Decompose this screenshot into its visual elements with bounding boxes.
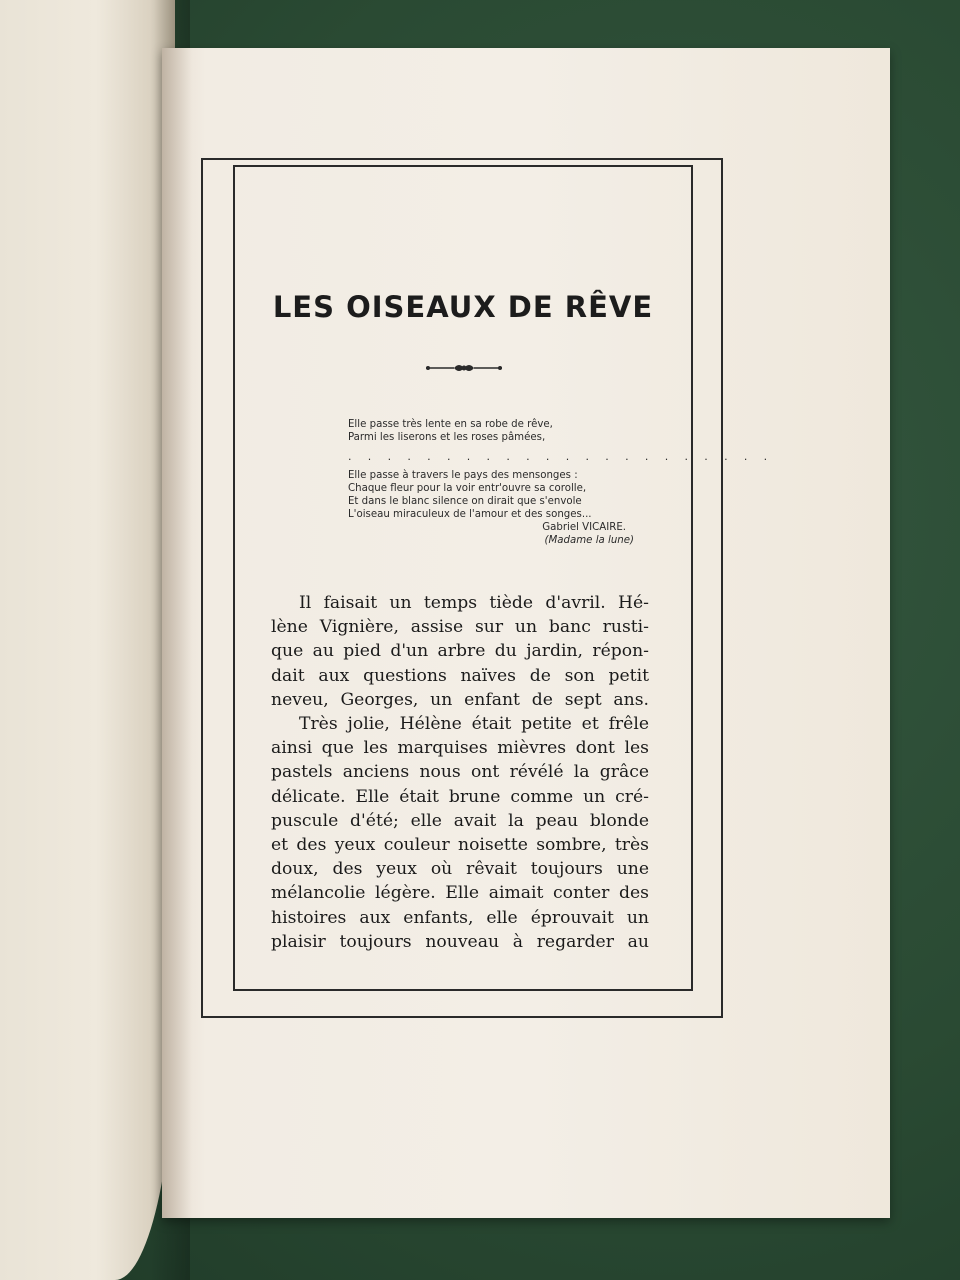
ornamental-divider-icon xyxy=(424,360,504,376)
body-line: histoires aux enfants, elle éprouvait un xyxy=(271,907,649,928)
body-line: ainsi que les marquises mièvres dont les xyxy=(271,738,649,759)
epigraph-ellipsis: . . . . . . . . . . . . . . . . . . . . . . xyxy=(348,450,774,463)
body-line: Très jolie, Hélène était petite et frêle xyxy=(299,714,649,735)
epigraph-source: (Madame la lune) xyxy=(544,535,634,546)
body-line: doux, des yeux où rêvait toujours une xyxy=(271,859,649,880)
epigraph-line: Et dans le blanc silence on dirait que s'envole xyxy=(348,496,582,507)
body-line: délicate. Elle était brune comme un cré- xyxy=(271,786,649,807)
body-line: dait aux questions naïves de son petit xyxy=(271,665,649,686)
epigraph-author: Gabriel VICAIRE. xyxy=(542,522,626,533)
spine-shade xyxy=(162,48,192,1218)
body-line: puscule d'été; elle avait la peau blonde xyxy=(271,810,649,831)
body-paragraphs xyxy=(271,591,649,954)
epigraph-line: L'oiseau miraculeux de l'amour et des songes... xyxy=(348,509,592,520)
body-line: pastels anciens nous ont révélé la grâce xyxy=(271,762,649,783)
body-line: que au pied d'un arbre du jardin, répon- xyxy=(271,641,649,662)
epigraph xyxy=(348,418,774,547)
epigraph-line: Parmi les liserons et les roses pâmées, xyxy=(348,432,546,443)
body-line: plaisir toujours nouveau à regarder au xyxy=(271,931,649,952)
epigraph-line: Elle passe à travers le pays des mensonges : xyxy=(348,470,578,481)
epigraph-line: Chaque fleur pour la voir entr'ouvre sa corolle, xyxy=(348,483,587,494)
page-title: LES OISEAUX DE RÊVE xyxy=(272,290,654,324)
body-line: et des yeux couleur noisette sombre, très xyxy=(271,835,649,856)
epigraph-line: Elle passe très lente en sa robe de rêve, xyxy=(348,419,553,430)
body-line: neveu, Georges, un enfant de sept ans. xyxy=(271,689,649,710)
body-line: lène Vignière, assise sur un banc rusti- xyxy=(271,617,649,638)
left-page xyxy=(0,0,175,1280)
body-line: mélancolie légère. Elle aimait conter des xyxy=(271,883,649,904)
body-line: Il faisait un temps tiède d'avril. Hé- xyxy=(299,593,649,613)
